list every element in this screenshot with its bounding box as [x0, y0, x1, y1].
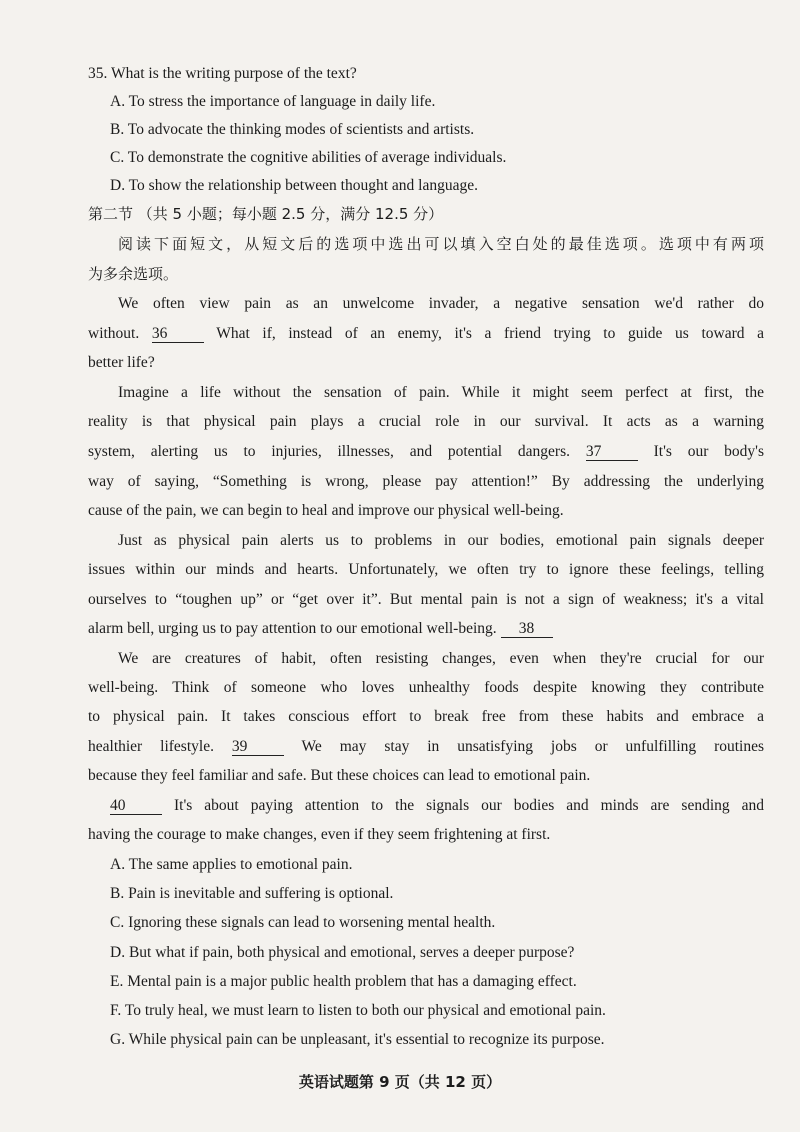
question-35: 35. What is the writing purpose of the text? — [88, 65, 357, 82]
passage-text: We may stay in unsatisfying jobs or unfulfilling routines — [301, 738, 765, 755]
passage-p3-line-4 — [88, 619, 764, 639]
passage-p2-line-1: Imagine a life without the sensation of pain. While it might seem perfect at first, the — [118, 384, 764, 401]
passage-text: It's about paying attention to the signals our bodies and minds are sending and — [174, 797, 765, 814]
choice-f: F. To truly heal, we must learn to listen to both our physical and emotional pain. — [110, 1002, 606, 1019]
passage-p1-line-3: better life? — [88, 354, 155, 371]
choice-d: D. But what if pain, both physical and emotional, serves a deeper purpose? — [110, 944, 575, 961]
section-2-instruction-line-2: 为多余选项。 — [88, 265, 179, 283]
passage-p2-line-5: cause of the pain, we can begin to heal and improve our physical well-being. — [88, 502, 564, 519]
passage-text: healthier lifestyle. — [88, 738, 214, 755]
passage-p1-line-1: We often view pain as an unwelcome invader, a negative sensation we'd rather do — [118, 295, 764, 312]
passage-text: alarm bell, urging us to pay attention to our emotional well-being. — [88, 620, 497, 637]
section-2-instruction-line-1: 阅读下面短文，从短文后的选项中选出可以填入空白处的最佳选项。选项中有两项 — [118, 235, 764, 253]
passage-p5-line-2: having the courage to make changes, even if they seem frightening at first. — [88, 826, 551, 843]
passage-text: without. — [88, 325, 140, 342]
choice-b: B. Pain is inevitable and suffering is optional. — [110, 885, 394, 902]
choice-c: C. Ignoring these signals can lead to worsening mental health. — [110, 914, 496, 931]
blank-40: 40 — [110, 797, 162, 815]
passage-p3-line-3: ourselves to “toughen up” or “get over it”. But mental pain is not a sign of weakness; it's a vital — [88, 591, 764, 608]
passage-p4-line-5: because they feel familiar and safe. But these choices can lead to emotional pain. — [88, 767, 591, 784]
passage-p3-line-2: issues within our minds and hearts. Unfortunately, we often try to ignore these feelings, telling — [88, 561, 764, 578]
passage-p2-line-3 — [88, 442, 764, 462]
passage-p4-line-2: well-being. Think of someone who loves unhealthy foods despite knowing they contribute — [88, 679, 764, 696]
choice-a: A. The same applies to emotional pain. — [110, 856, 353, 873]
page-footer: 英语试题第 9 页（共 12 页） — [298, 1073, 502, 1091]
q35-option-b: B. To advocate the thinking modes of scientists and artists. — [110, 121, 475, 138]
passage-p4-line-1: We are creatures of habit, often resisting changes, even when they're crucial for our — [118, 650, 764, 667]
passage-p3-line-1: Just as physical pain alerts us to problems in our bodies, emotional pain signals deeper — [118, 532, 764, 549]
blank-39: 39 — [232, 738, 284, 756]
passage-text: What if, instead of an enemy, it's a friend trying to guide us toward a — [216, 325, 764, 342]
blank-38: 38 — [501, 620, 553, 638]
passage-p2-line-4: way of saying, “Something is wrong, please pay attention!” By addressing the underlying — [88, 473, 764, 490]
q35-option-a: A. To stress the importance of language in daily life. — [110, 93, 436, 110]
blank-37: 37 — [586, 443, 638, 461]
passage-p4-line-3: to physical pain. It takes conscious effort to break free from these habits and embrace a — [88, 708, 764, 725]
passage-p1-line-2 — [88, 324, 764, 344]
passage-text: It's our body's — [653, 443, 765, 460]
section-2-heading: 第二节 （共 5 小题；每小题 2.5 分，满分 12.5 分） — [88, 205, 444, 223]
choice-g: G. While physical pain can be unpleasant, it's essential to recognize its purpose. — [110, 1031, 605, 1048]
blank-36: 36 — [152, 325, 204, 343]
passage-p2-line-2: reality is that physical pain plays a crucial role in our survival. It acts as a warning — [88, 413, 764, 430]
choice-e: E. Mental pain is a major public health problem that has a damaging effect. — [110, 973, 577, 990]
q35-option-d: D. To show the relationship between thought and language. — [110, 177, 478, 194]
passage-text: system, alerting us to injuries, illnesses, and potential dangers. — [88, 443, 570, 460]
passage-p5-line-1 — [110, 796, 764, 816]
q35-option-c: C. To demonstrate the cognitive abilities of average individuals. — [110, 149, 507, 166]
passage-p4-line-4 — [88, 737, 764, 757]
